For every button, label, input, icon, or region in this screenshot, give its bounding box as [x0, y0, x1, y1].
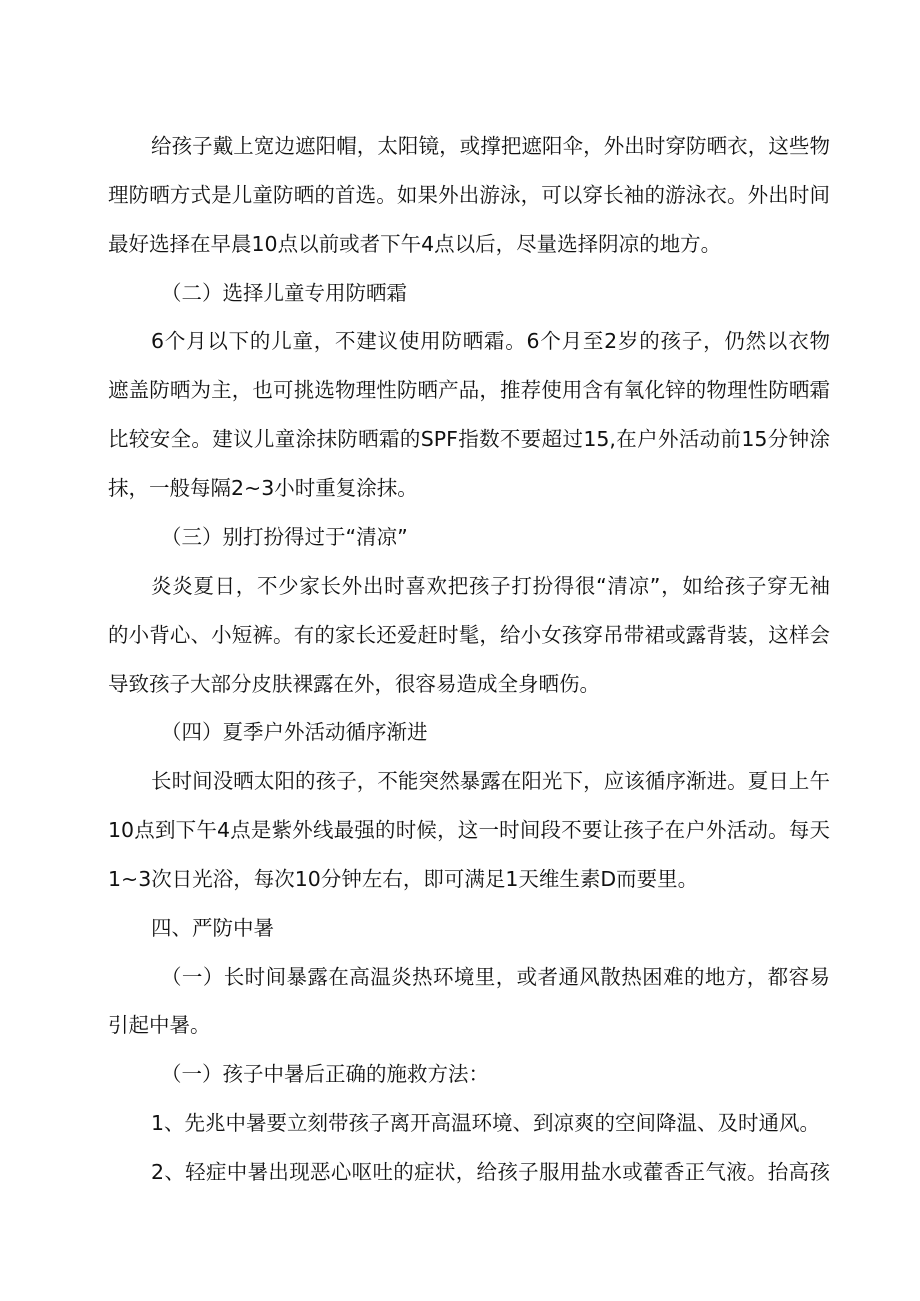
section-heading: 四、严防中暑: [151, 916, 274, 940]
paragraph-line: 的小背心、小短裤。有的家长还爱赶时髦，给小女孩穿吊带裙或露背装，这样会: [108, 623, 830, 647]
paragraph-line: 理防晒方式是儿童防晒的首选。如果外出游泳，可以穿长袖的游泳衣。外出时间: [108, 183, 830, 207]
paragraph-line: 遮盖防晒为主，也可挑选物理性防晒产品，推荐使用含有氧化锌的物理性防晒霜: [108, 378, 830, 402]
paragraph-line: 引起中暑。: [108, 1013, 211, 1037]
paragraph-line: 给孩子戴上宽边遮阳帽，太阳镜，或撑把遮阳伞，外出时穿防晒衣，这些物: [151, 134, 830, 158]
paragraph-line: 最好选择在早晨10点以前或者下午4点以后，尽量选择阴凉的地方。: [108, 232, 722, 256]
paragraph-line: 比较安全。建议儿童涂抹防晒霜的SPF指数不要超过15,在户外活动前15分钟涂: [108, 427, 830, 451]
paragraph-line: 6个月以下的儿童，不建议使用防晒霜。6个月至2岁的孩子，仍然以衣物: [151, 329, 830, 353]
list-item: 1、先兆中暑要立刻带孩子离开高温环境、到凉爽的空间降温、及时通风。: [151, 1111, 821, 1135]
paragraph-line: 长时间没晒太阳的孩子，不能突然暴露在阳光下，应该循序渐进。夏日上午: [151, 769, 830, 793]
paragraph-line: 10点到下午4点是紫外线最强的时候，这一时间段不要让孩子在户外活动。每天: [108, 818, 830, 842]
section-heading: （三）别打扮得过于“清凉”: [161, 525, 408, 549]
list-item: 2、轻症中暑出现恶心呕吐的症状，给孩子服用盐水或藿香正气液。抬高孩: [151, 1160, 830, 1184]
section-heading: （一）孩子中暑后正确的施救方法：: [161, 1062, 489, 1086]
paragraph-line: 抹，一般每隔2~3小时重复涂抹。: [108, 476, 418, 500]
section-heading: （四）夏季户外活动循序渐进: [161, 720, 428, 744]
section-heading: （二）选择儿童专用防晒霜: [161, 281, 407, 305]
paragraph-line: （一）长时间暴露在高温炎热环境里，或者通风散热困难的地方，都容易: [161, 965, 830, 989]
paragraph-line: 导致孩子大部分皮肤裸露在外，很容易造成全身晒伤。: [108, 672, 600, 696]
paragraph-line: 1~3次日光浴，每次10分钟左右，即可满足1天维生素D而要里。: [108, 867, 699, 891]
paragraph-line: 炎炎夏日，不少家长外出时喜欢把孩子打扮得很“清凉”，如给孩子穿无袖: [151, 574, 830, 598]
